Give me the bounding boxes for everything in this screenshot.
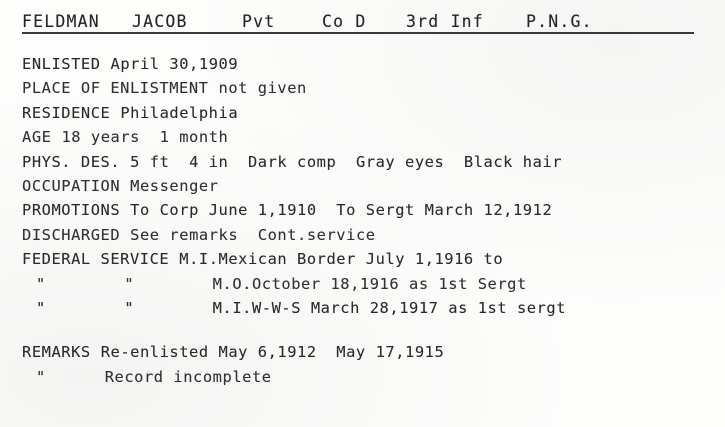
field-discharged-label: DISCHARGED xyxy=(22,225,121,244)
field-remarks-value: Re-enlisted May 6,1912 May 17,1915 xyxy=(100,343,445,362)
field-place-of-enlistment xyxy=(22,76,712,100)
field-promotions xyxy=(22,198,712,222)
field-promotions-value: To Corp June 1,1910 To Sergt March 12,1912 xyxy=(130,201,553,220)
field-residence xyxy=(22,101,712,125)
header-company: Co D xyxy=(322,12,367,31)
field-phys-des-label: PHYS. DES. xyxy=(22,152,121,171)
field-federal-service-value: M.I.Mexican Border July 1,1916 to xyxy=(179,250,504,269)
field-residence-label: RESIDENCE xyxy=(22,103,111,122)
section-spacer xyxy=(22,320,712,340)
field-residence-value: Philadelphia xyxy=(120,103,239,122)
field-occupation xyxy=(22,174,712,198)
field-enlisted xyxy=(22,52,712,76)
field-federal-service xyxy=(22,247,712,271)
header-organization: P.N.G. xyxy=(526,12,593,31)
field-federal-service-continuation-2: " " M.I.W-W-S March 28,1917 as 1st sergt xyxy=(36,299,567,318)
field-occupation-value: Messenger xyxy=(130,177,219,196)
field-remarks-continuation-1: " Record incomplete xyxy=(36,367,272,386)
field-phys-des xyxy=(22,150,712,174)
field-phys-des-value: 5 ft 4 in Dark comp Gray eyes Black hair xyxy=(130,152,563,171)
field-age xyxy=(22,125,712,149)
field-federal-service-label: FEDERAL SERVICE xyxy=(22,250,170,269)
field-enlisted-value: April 30,1909 xyxy=(110,55,239,73)
header-given-name: JACOB xyxy=(132,12,188,31)
field-place-of-enlistment-value: not given xyxy=(218,79,307,98)
header-surname: FELDMAN xyxy=(22,12,100,31)
field-age-label: AGE xyxy=(22,128,52,147)
field-discharged-value: See remarks Cont.service xyxy=(130,225,376,244)
field-promotions-label: PROMOTIONS xyxy=(22,201,121,220)
field-enlisted-label: ENLISTED xyxy=(22,55,101,73)
field-remarks xyxy=(22,340,712,364)
header-unit: 3rd Inf xyxy=(406,12,484,31)
field-remarks-label: REMARKS xyxy=(22,343,91,362)
record-header xyxy=(22,6,694,34)
field-place-of-enlistment-label: PLACE OF ENLISTMENT xyxy=(22,79,209,98)
field-occupation-label: OCCUPATION xyxy=(22,177,121,196)
field-federal-service-continuation-1: " " M.O.October 18,1916 as 1st Sergt xyxy=(36,274,527,293)
header-rank: Pvt xyxy=(242,12,276,31)
field-discharged xyxy=(22,223,712,247)
field-age-value: 18 years 1 month xyxy=(61,128,229,147)
record-body xyxy=(22,52,712,389)
